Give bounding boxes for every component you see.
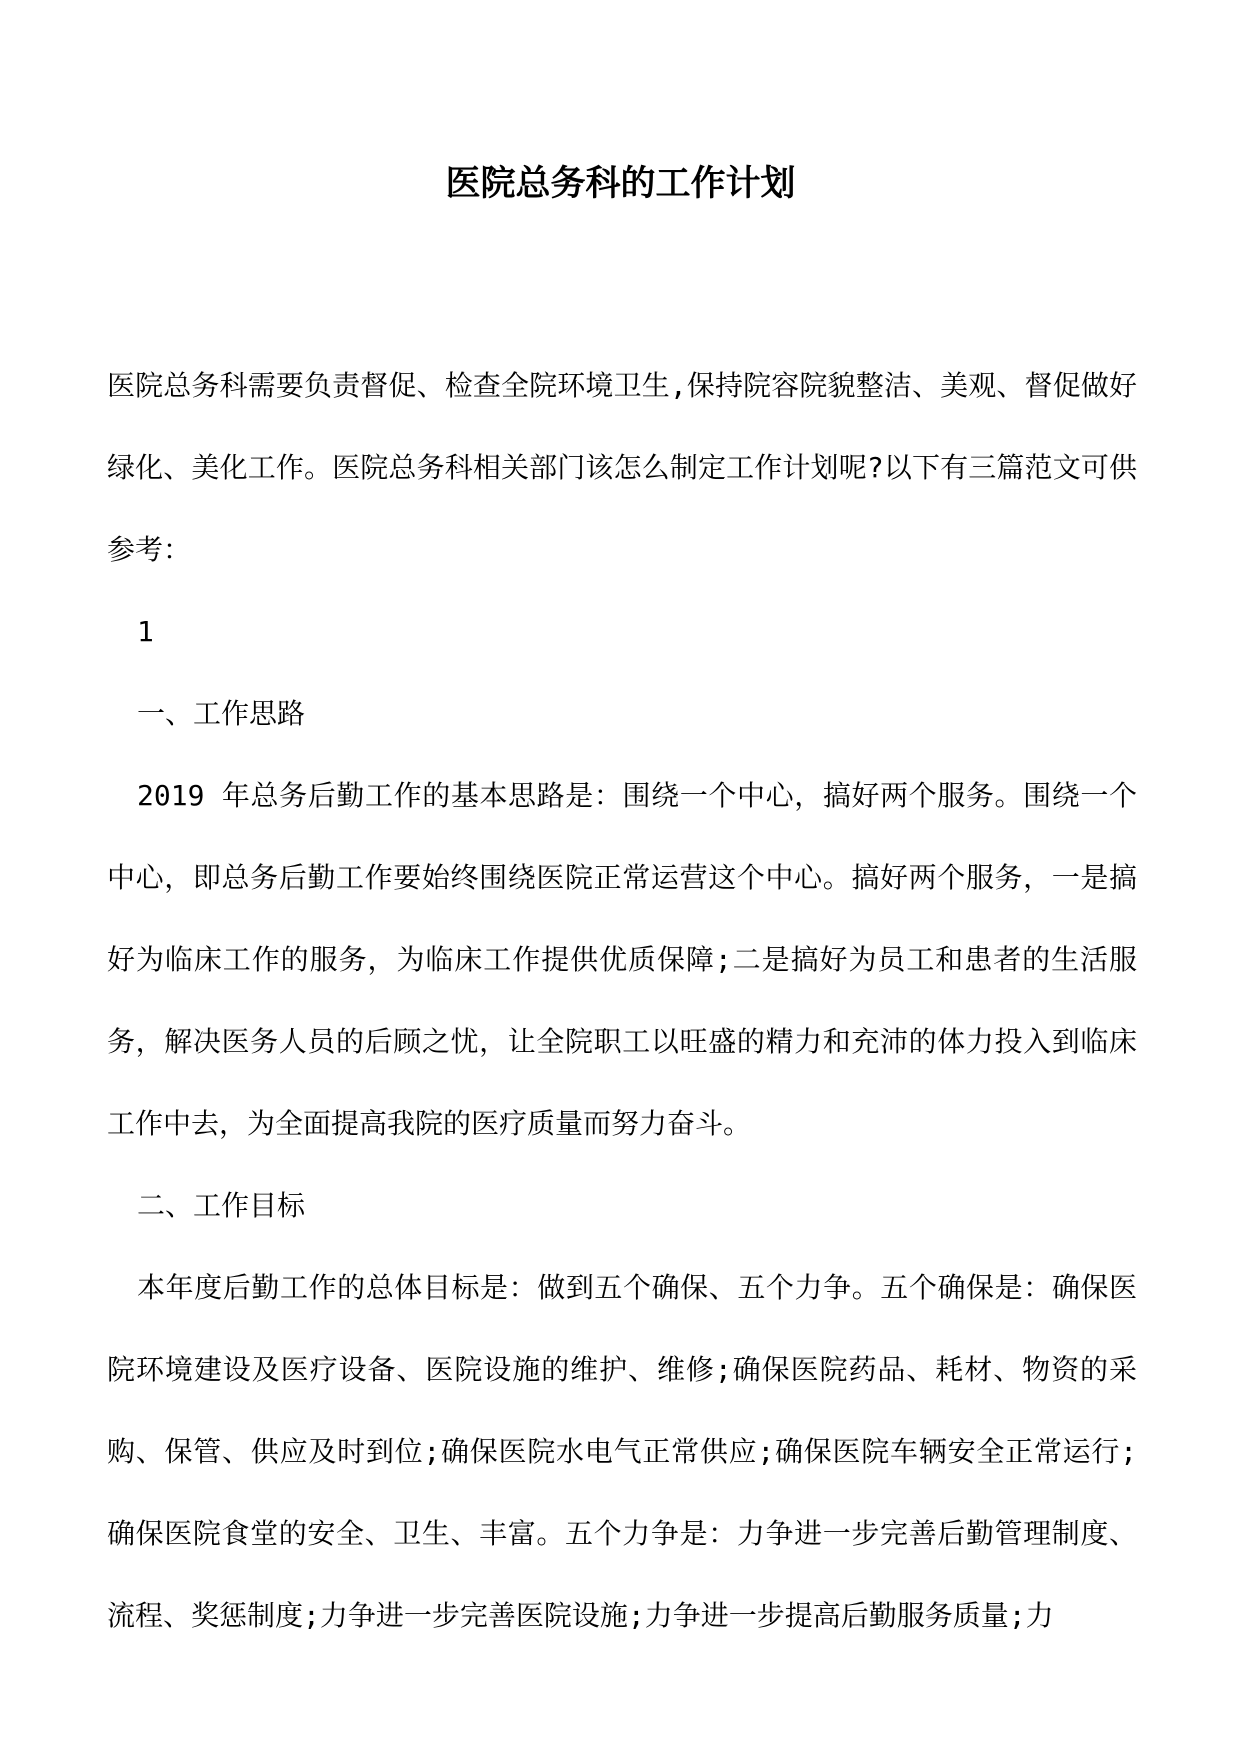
section-heading-work-goals: 二、工作目标 xyxy=(137,1189,306,1222)
intro-paragraph: 医院总务科需要负责督促、检查全院环境卫生,保持院容院貌整洁、美观、督促做好绿化、美化工作。医院总务科相关部门该怎么制定工作计划呢?以下有三篇范文可供参考： xyxy=(107,369,1137,566)
section-heading-work-ideas: 一、工作思路 xyxy=(137,697,306,730)
work-goals-paragraph: 本年度后勤工作的总体目标是：做到五个确保、五个力争。五个确保是：确保医院环境建设及医疗设备、医院设施的维护、维修;确保医院药品、耗材、物资的采购、保管、供应及时到位;确保医院水电气正常供应;确保医院车辆安全正常运行;确保医院食堂的安全、卫生、丰富。五个力争是：力争进一步完善后勤管理制度、流程、奖惩制度;力争进一步完善医院设施;力争进一步提高后勤服务质量;力 xyxy=(107,1271,1137,1632)
work-ideas-paragraph: 2019 年总务后勤工作的基本思路是：围绕一个中心，搞好两个服务。围绕一个中心，即总务后勤工作要始终围绕医院正常运营这个中心。搞好两个服务，一是搞好为临床工作的服务，为临床工作提供优质保障;二是搞好为员工和患者的生活服务，解决医务人员的后顾之忧，让全院职工以旺盛的精力和充沛的体力投入到临床工作中去，为全面提高我院的医疗质量而努力奋斗。 xyxy=(107,779,1137,1140)
document-title: 医院总务科的工作计划 xyxy=(445,163,796,204)
document-body xyxy=(107,345,1137,1657)
section-number: 1 xyxy=(137,615,154,648)
